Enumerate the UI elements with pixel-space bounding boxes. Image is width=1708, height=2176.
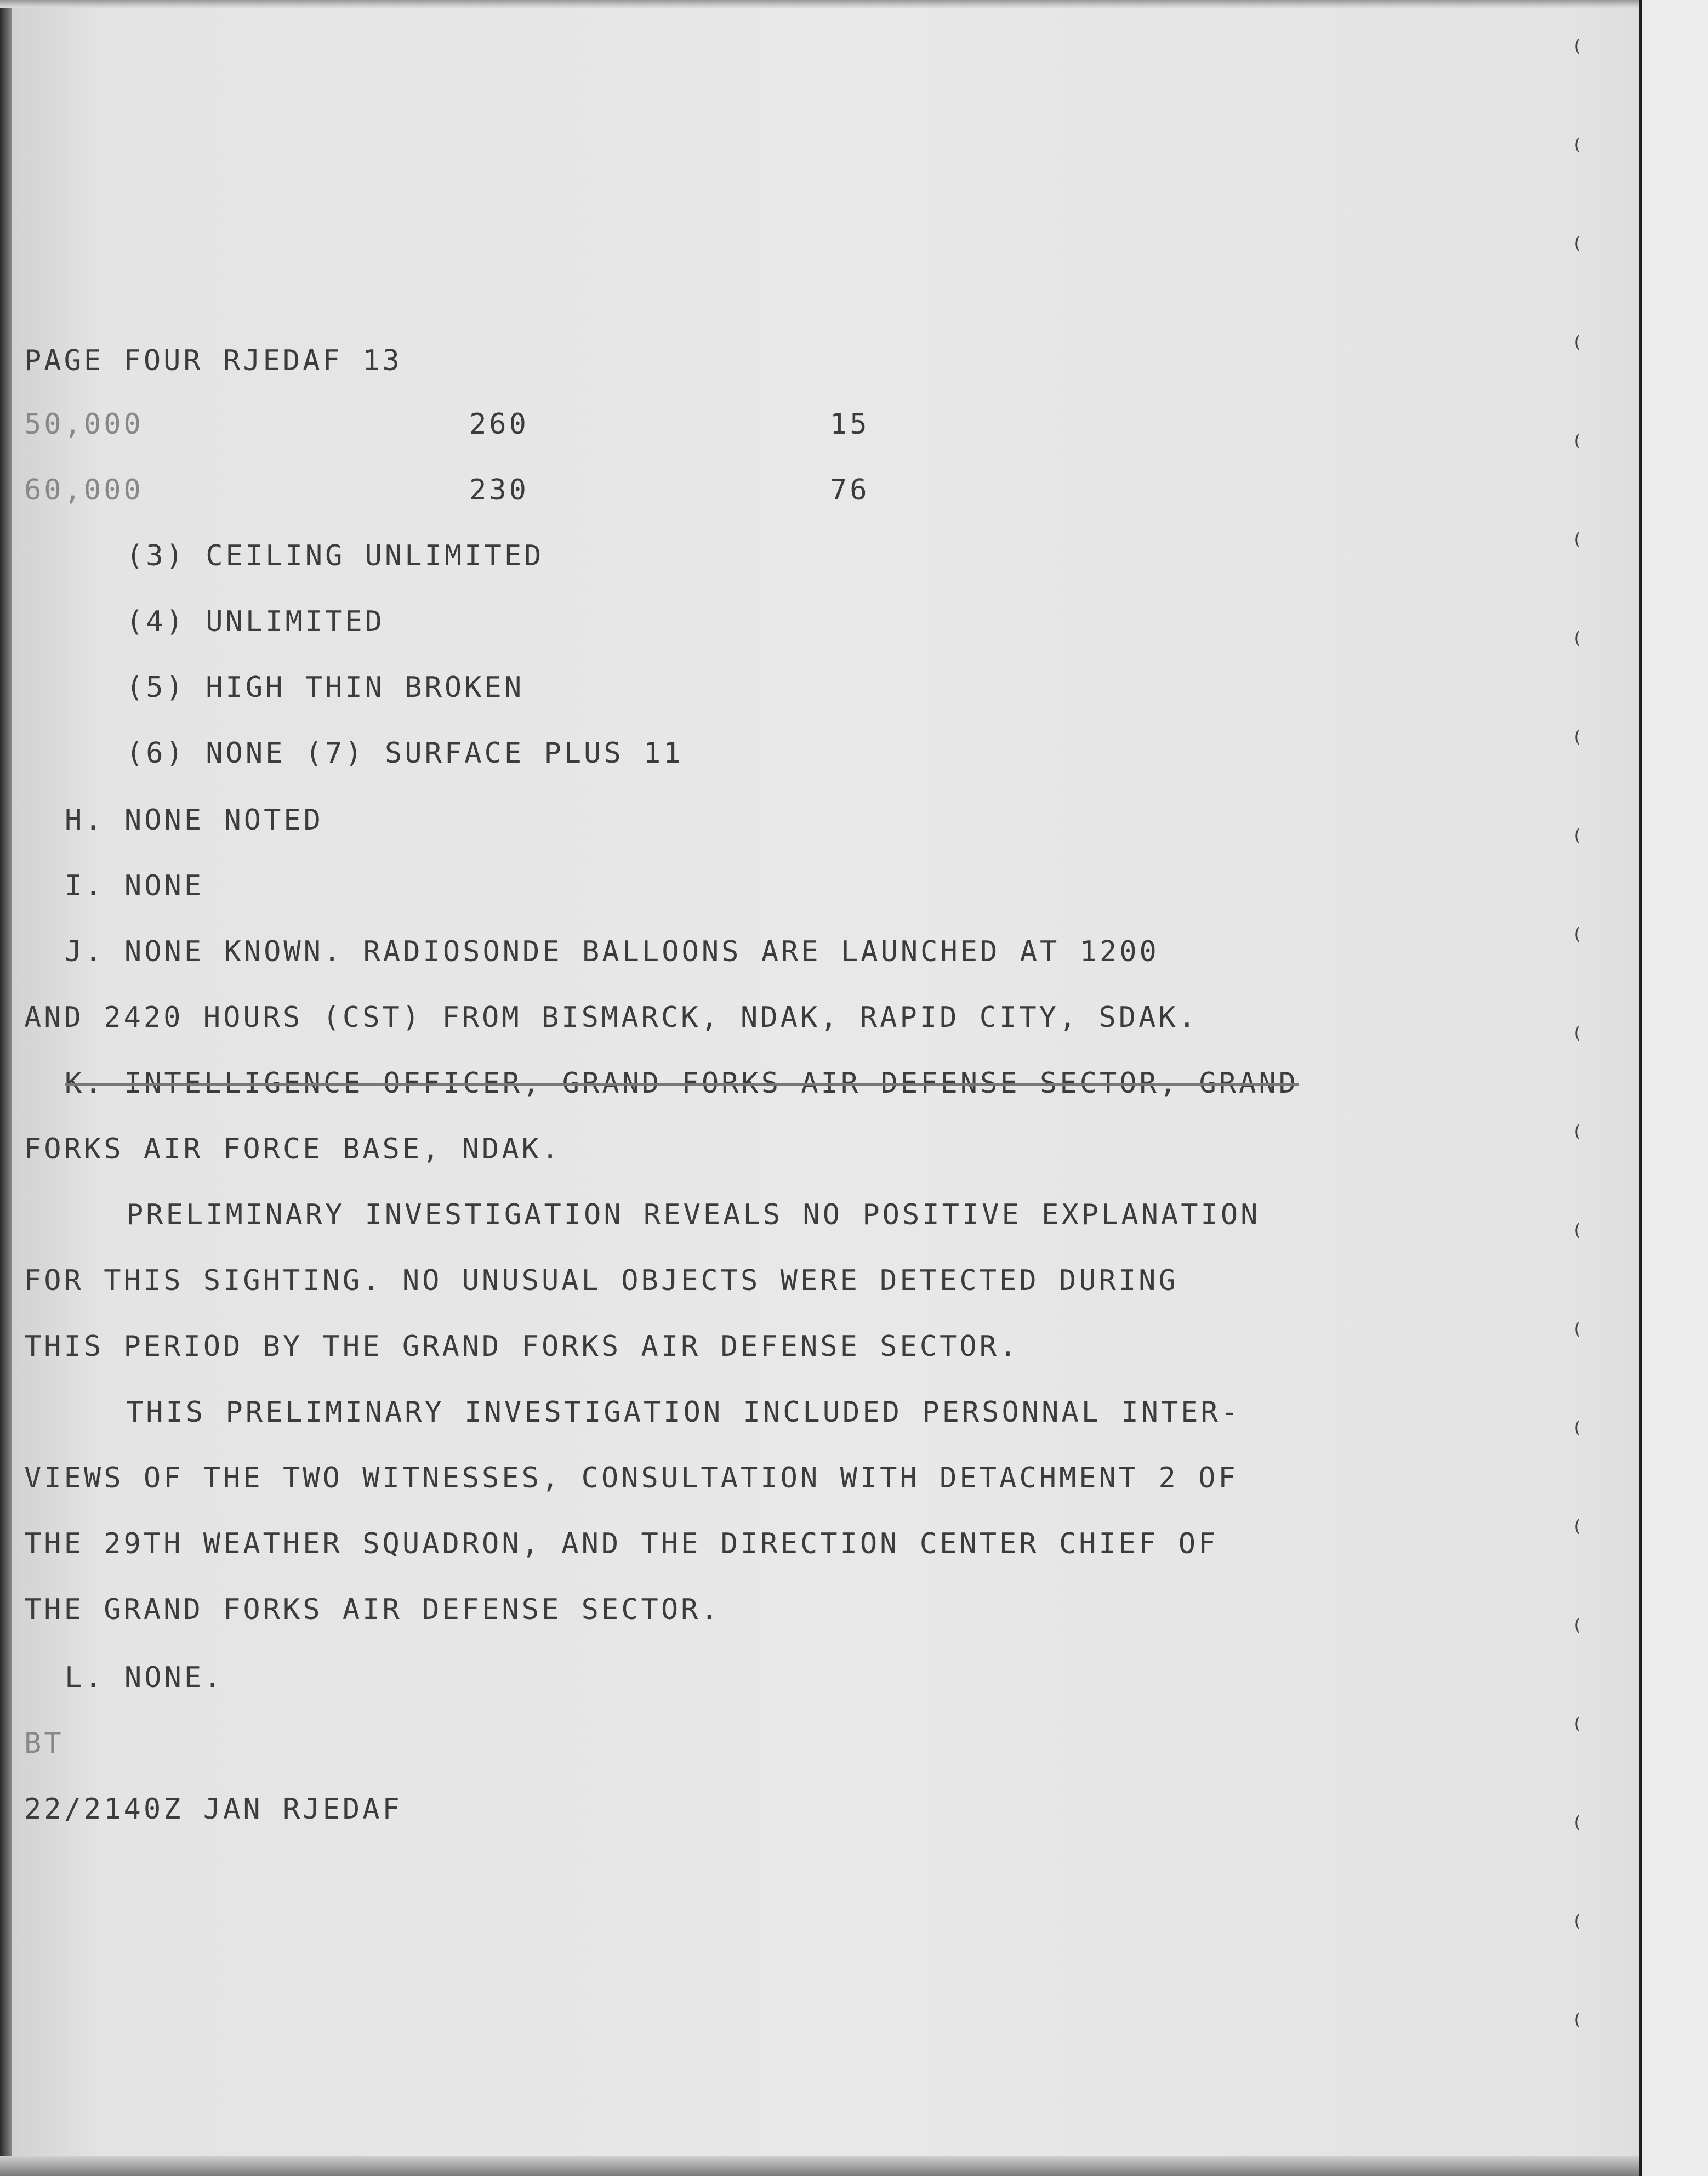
- preliminary-line-1: PRELIMINARY INVESTIGATION REVEALS NO POSITIVE EXPLANATION: [126, 1198, 1261, 1231]
- paragraph-i: I. NONE: [65, 870, 204, 902]
- table-cell-direction: 260: [469, 408, 529, 441]
- paragraph-k-line-2: FORKS AIR FORCE BASE, NDAK.: [24, 1133, 562, 1166]
- margin-mark: (: [1572, 333, 1582, 352]
- margin-mark: (: [1572, 1024, 1582, 1043]
- margin-mark: (: [1572, 1616, 1582, 1635]
- paragraph-j-line-2: AND 2420 HOURS (CST) FROM BISMARCK, NDAK, RAPID CITY, SDAK.: [24, 1001, 1199, 1034]
- margin-mark: (: [1572, 530, 1582, 549]
- margin-mark: (: [1572, 1813, 1582, 1832]
- item-4: (4) UNLIMITED: [126, 605, 385, 638]
- item-3: (3) CEILING UNLIMITED: [126, 539, 544, 572]
- margin-mark: (: [1572, 728, 1582, 747]
- margin-mark: (: [1572, 234, 1582, 253]
- margin-mark: (: [1572, 135, 1582, 155]
- film-bottom-edge: [0, 2156, 1708, 2176]
- table-cell-altitude: 60,000: [24, 474, 144, 507]
- tractor-feed-strip: [1642, 0, 1708, 2176]
- paragraph-h: H. NONE NOTED: [65, 804, 323, 837]
- included-line-1: THIS PRELIMINARY INVESTIGATION INCLUDED PERSONNAL INTER-: [126, 1396, 1241, 1429]
- preliminary-line-3: THIS PERIOD BY THE GRAND FORKS AIR DEFENSE SECTOR.: [24, 1330, 1020, 1363]
- included-line-3: THE 29TH WEATHER SQUADRON, AND THE DIRECTION CENTER CHIEF OF: [24, 1527, 1219, 1560]
- paragraph-l: L. NONE.: [65, 1661, 224, 1694]
- table-cell-direction: 230: [469, 474, 529, 507]
- paragraph-j-line-1: J. NONE KNOWN. RADIOSONDE BALLOONS ARE LAUNCHED AT 1200: [65, 935, 1159, 968]
- included-line-2: VIEWS OF THE TWO WITNESSES, CONSULTATION WITH DETACHMENT 2 OF: [24, 1462, 1238, 1495]
- margin-mark: (: [1572, 1714, 1582, 1734]
- table-cell-altitude: 50,000: [24, 408, 144, 441]
- date-time-group: 22/2140Z JAN RJEDAF: [24, 1793, 402, 1826]
- film-top-edge: [0, 0, 1708, 8]
- item-5: (5) HIGH THIN BROKEN: [126, 671, 525, 704]
- margin-mark: (: [1572, 1221, 1582, 1240]
- margin-mark: (: [1572, 1320, 1582, 1339]
- margin-mark: (: [1572, 1517, 1582, 1536]
- margin-mark: (: [1572, 1418, 1582, 1438]
- margin-mark: (: [1572, 1912, 1582, 1931]
- preliminary-line-2: FOR THIS SIGHTING. NO UNUSUAL OBJECTS WERE DETECTED DURING: [24, 1264, 1178, 1297]
- margin-mark: (: [1572, 826, 1582, 845]
- paragraph-k-line-1: K. INTELLIGENCE OFFICER, GRAND FORKS AIR DEFENSE SECTOR, GRAND: [65, 1067, 1299, 1100]
- margin-mark: (: [1572, 1122, 1582, 1141]
- margin-mark: (: [1572, 2010, 1582, 2030]
- break-marker: BT: [24, 1727, 64, 1760]
- included-line-4: THE GRAND FORKS AIR DEFENSE SECTOR.: [24, 1593, 721, 1626]
- table-cell-speed: 76: [830, 474, 870, 507]
- perforation-line: [1639, 0, 1642, 2176]
- page-header: PAGE FOUR RJEDAF 13: [24, 344, 402, 377]
- item-6-7: (6) NONE (7) SURFACE PLUS 11: [126, 737, 684, 770]
- margin-mark: (: [1572, 629, 1582, 648]
- table-cell-speed: 15: [830, 408, 870, 441]
- margin-mark: (: [1572, 431, 1582, 451]
- margin-mark: (: [1572, 37, 1582, 56]
- margin-mark: (: [1572, 925, 1582, 944]
